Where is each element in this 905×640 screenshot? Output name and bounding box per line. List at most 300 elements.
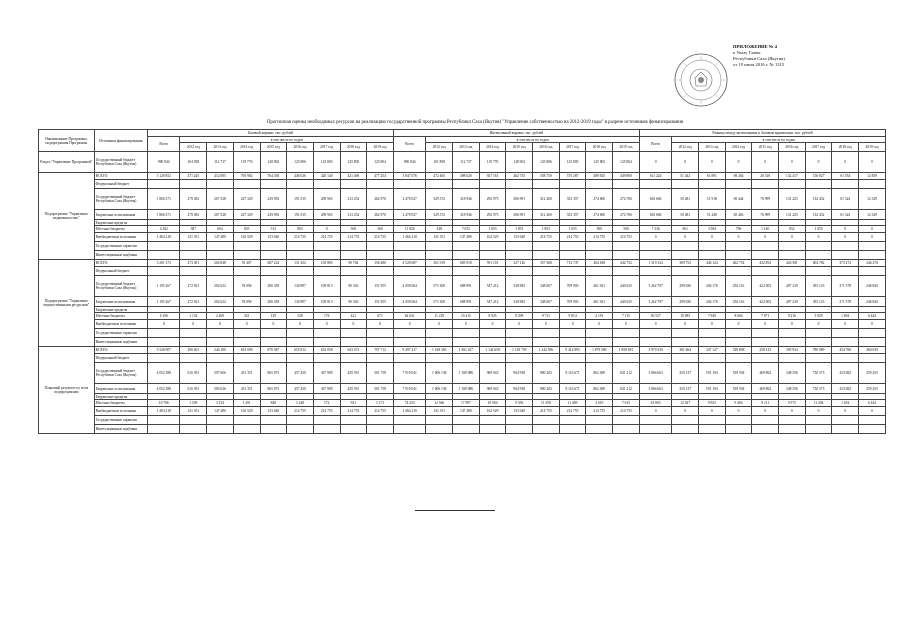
value-cell (260, 242, 287, 251)
value-cell: 112 737 (207, 152, 234, 173)
value-cell (233, 416, 260, 425)
value-cell (367, 329, 394, 338)
value-cell (506, 416, 533, 425)
value-cell (479, 242, 506, 251)
value-cell: 0 (832, 320, 859, 329)
value-cell: 712 747 (559, 260, 586, 267)
value-cell: 328 982 (506, 276, 533, 297)
value-cell (287, 329, 314, 338)
value-cell: 429 391 (340, 363, 367, 384)
table-row (39, 400, 886, 407)
value-cell: 990 844 (393, 152, 425, 173)
table-row (39, 173, 886, 180)
value-cell (725, 267, 752, 276)
value-cell (180, 416, 207, 425)
value-cell: 1 180 986 (453, 363, 480, 384)
value-cell (586, 242, 613, 251)
value-cell (148, 180, 180, 189)
value-cell: 604 782 (805, 260, 832, 267)
value-cell (367, 251, 394, 260)
value-cell: 90 343 (340, 297, 367, 307)
value-cell: 440 635 (613, 276, 640, 297)
value-cell (672, 354, 699, 363)
value-cell: 162 529 (479, 233, 506, 242)
table-row (39, 363, 886, 384)
row-source-label: Местные бюджеты (94, 226, 147, 233)
value-cell: 299 636 (672, 276, 699, 297)
value-cell (779, 338, 806, 347)
value-cell: 147 480 (453, 233, 480, 242)
value-cell (752, 180, 779, 189)
row-source-label: Государственные гарантии (94, 329, 147, 338)
value-cell (287, 338, 314, 347)
header-year: 2018 год (832, 143, 859, 152)
value-cell (233, 267, 260, 276)
value-cell (506, 329, 533, 338)
value-cell (260, 329, 287, 338)
value-cell: 273 301 (180, 260, 207, 267)
value-cell: 329 372 (426, 189, 453, 210)
row-source-label: Государственный бюджет Республики Саха (Якутия) (94, 363, 147, 384)
value-cell: 5 526 907 (148, 347, 180, 354)
value-cell (367, 267, 394, 276)
value-cell: 1 132 (180, 313, 207, 320)
value-cell: 500 (586, 226, 613, 233)
value-cell: 8 298 (506, 313, 533, 320)
value-cell: 457 430 (287, 384, 314, 394)
value-cell: 3 201 373 (148, 260, 180, 267)
value-cell (148, 329, 180, 338)
value-cell (340, 251, 367, 260)
value-cell: 477 254 (367, 173, 394, 180)
value-cell (340, 416, 367, 425)
value-cell (533, 338, 560, 347)
value-cell: 348 (426, 226, 453, 233)
value-cell: 12 027 (672, 400, 699, 407)
value-cell (559, 425, 586, 434)
value-cell: 312 260 (533, 210, 560, 220)
value-cell: 213 254 (340, 189, 367, 210)
value-cell: 153 640 (260, 407, 287, 416)
header-year: 2012 год (426, 143, 453, 152)
value-cell: 796 (725, 226, 752, 233)
value-cell: 1 484 218 (148, 407, 180, 416)
value-cell (699, 425, 726, 434)
value-cell: 90 764 (340, 260, 367, 267)
header-year: 2012 год (180, 143, 207, 152)
table-row (39, 338, 886, 347)
value-cell: 395 934 (779, 347, 806, 354)
value-cell: 454 760 (832, 347, 859, 354)
row-source-label: ВСЕГО: (94, 173, 147, 180)
value-cell (533, 329, 560, 338)
table-row (39, 276, 886, 297)
value-cell: 12 839 (859, 173, 886, 180)
value-cell: 373 272 (832, 260, 859, 267)
value-cell (148, 425, 180, 434)
value-cell: 191 015 (287, 210, 314, 220)
value-cell: 76 999 (752, 210, 779, 220)
value-cell (479, 338, 506, 347)
value-cell: 437 989 (313, 363, 340, 384)
value-cell: 5 120 852 (148, 173, 180, 180)
value-cell (426, 180, 453, 189)
value-cell (479, 416, 506, 425)
value-cell (148, 267, 180, 276)
value-cell: 9 464 (725, 400, 752, 407)
value-cell: 865 873 (260, 384, 287, 394)
header-group-intensive: Интенсивный вариант, тыс. рублей (393, 130, 639, 137)
value-cell (233, 329, 260, 338)
value-cell: 7 919 041 (393, 384, 425, 394)
value-cell: 1 853 (506, 226, 533, 233)
value-cell: 4 052 388 (148, 384, 180, 394)
header-year: 2018 год (586, 143, 613, 152)
value-cell: 267 528 (207, 210, 234, 220)
header-year: 2013 год (207, 143, 234, 152)
value-cell (832, 329, 859, 338)
value-cell: 125 804 (613, 152, 640, 173)
value-cell (453, 242, 480, 251)
value-cell (805, 267, 832, 276)
value-cell: 921 (340, 400, 367, 407)
value-cell: 1 694 (832, 313, 859, 320)
value-cell: 462 735 (506, 173, 533, 180)
value-cell: 11 469 (559, 400, 586, 407)
value-cell (506, 242, 533, 251)
value-cell (725, 180, 752, 189)
value-cell: 93 096 (233, 297, 260, 307)
value-cell: 260 039 (859, 347, 886, 354)
value-cell (367, 425, 394, 434)
value-cell: 4 458 064 (393, 297, 425, 307)
value-cell (453, 416, 480, 425)
header-year: 2017 год (805, 143, 832, 152)
value-cell (779, 267, 806, 276)
value-cell: 214 755 (559, 233, 586, 242)
value-cell (725, 329, 752, 338)
value-cell (805, 180, 832, 189)
value-cell (859, 354, 886, 363)
value-cell: 990 844 (148, 152, 180, 173)
value-cell: 0 (340, 320, 367, 329)
value-cell (260, 338, 287, 347)
value-cell: 69 444 (725, 189, 752, 210)
value-cell: 279 492 (180, 189, 207, 210)
value-cell (207, 267, 234, 276)
value-cell: 472 465 (426, 173, 453, 180)
value-cell: 151 955 (367, 297, 394, 307)
value-cell: 191 015 (287, 189, 314, 210)
value-cell (559, 267, 586, 276)
value-cell: 132 417 (779, 173, 806, 180)
value-cell (725, 416, 752, 425)
value-cell: 274 600 (586, 210, 613, 220)
value-cell: 214 755 (533, 407, 560, 416)
value-cell (533, 354, 560, 363)
value-cell: 547 212 (479, 276, 506, 297)
table-row (39, 407, 886, 416)
value-cell (393, 180, 425, 189)
header-year: 2015 год (752, 143, 779, 152)
value-cell (340, 425, 367, 434)
value-cell: 3 154 (207, 400, 234, 407)
value-cell: 0 (586, 320, 613, 329)
value-cell: 433 082 (832, 384, 859, 394)
value-cell: 141 351 (180, 407, 207, 416)
value-cell: 583 636 (207, 384, 234, 394)
section-name: Подпрограмма "Управление недвижимостью" (39, 173, 95, 260)
value-cell (752, 267, 779, 276)
value-cell (233, 180, 260, 189)
value-cell (313, 242, 340, 251)
value-cell (367, 242, 394, 251)
value-cell (725, 425, 752, 434)
value-cell: 446 124 (699, 260, 726, 267)
value-cell: 202 622 (207, 297, 234, 307)
value-cell: 1 142 658 (479, 347, 506, 354)
value-cell: 4 520 697 (393, 260, 425, 267)
value-cell (752, 416, 779, 425)
value-cell: 865 873 (260, 363, 287, 384)
value-cell (805, 416, 832, 425)
value-cell: 109 813 (313, 297, 340, 307)
value-cell (586, 267, 613, 276)
row-source-label: Государственные гарантии (94, 242, 147, 251)
value-cell (393, 338, 425, 347)
value-cell: 862 490 (586, 384, 613, 394)
value-cell: 214 755 (586, 233, 613, 242)
value-cell (752, 425, 779, 434)
value-cell (180, 180, 207, 189)
row-source-label: Инвестиционные надбавки (94, 251, 147, 260)
value-cell (367, 180, 394, 189)
value-cell (559, 251, 586, 260)
value-cell: 129 (260, 313, 287, 320)
table-row (39, 242, 886, 251)
value-cell (207, 329, 234, 338)
value-cell: 1 484 218 (148, 233, 180, 242)
value-cell: 125 804 (367, 152, 394, 173)
value-cell (672, 180, 699, 189)
value-cell: 147 480 (207, 407, 234, 416)
value-cell (260, 416, 287, 425)
value-cell: 454 116 (725, 297, 752, 307)
value-cell: 0 (779, 320, 806, 329)
header-incl-years: в том числе по годам (426, 137, 640, 143)
header-total: Всего (148, 137, 180, 152)
value-cell (453, 267, 480, 276)
header-year: 2017 год (559, 143, 586, 152)
value-cell: 575 287 (559, 173, 586, 180)
value-cell (832, 425, 859, 434)
value-cell: 61 891 (699, 173, 726, 180)
value-cell (805, 242, 832, 251)
value-cell: 969 943 (479, 384, 506, 394)
value-cell (287, 354, 314, 363)
value-cell: 1 128 759 (506, 347, 533, 354)
value-cell: 61 324 (832, 189, 859, 210)
value-cell (639, 425, 671, 434)
value-cell (426, 416, 453, 425)
value-cell (260, 180, 287, 189)
value-cell: 1 866 371 (148, 189, 180, 210)
value-cell (340, 267, 367, 276)
value-cell: 214 755 (367, 233, 394, 242)
value-cell: 9 575 (779, 400, 806, 407)
value-cell: 2 469 (207, 313, 234, 320)
value-cell: 246 276 (859, 260, 886, 267)
value-cell: 7 949 (699, 313, 726, 320)
value-cell (672, 425, 699, 434)
value-cell (639, 338, 671, 347)
row-source-label: Внебюджетные источники (94, 233, 147, 242)
value-cell: 1 866 371 (148, 210, 180, 220)
table-row (39, 233, 886, 242)
value-cell (207, 354, 234, 363)
value-cell: 558 750 (533, 173, 560, 180)
value-cell: 227 329 (233, 189, 260, 210)
value-cell: 172 (313, 400, 340, 407)
value-cell: 0 (639, 233, 671, 242)
value-cell (672, 267, 699, 276)
value-cell: 4 052 388 (148, 363, 180, 384)
value-cell: 63 865 (639, 400, 671, 407)
value-cell (859, 180, 886, 189)
value-cell: 105 883 (313, 260, 340, 267)
value-cell: 262 970 (367, 210, 394, 220)
value-cell (393, 242, 425, 251)
row-source-label: Государственный бюджет Республики Саха (Якутия) (94, 276, 147, 297)
value-cell: 0 (832, 407, 859, 416)
value-cell: 258 123 (752, 347, 779, 354)
value-cell: 852 (779, 226, 806, 233)
value-cell (426, 267, 453, 276)
value-cell: 5 847 076 (393, 173, 425, 180)
table-row (39, 210, 886, 220)
value-cell: 306 991 (506, 210, 533, 220)
value-cell (207, 180, 234, 189)
value-cell (506, 354, 533, 363)
value-cell (779, 329, 806, 338)
value-cell (699, 329, 726, 338)
value-cell: 880 283 (533, 363, 560, 384)
value-cell: 2 470 027 (393, 210, 425, 220)
value-cell (613, 251, 640, 260)
value-cell: 267 528 (207, 189, 234, 210)
header-year: 2017 год (313, 143, 340, 152)
value-cell (805, 425, 832, 434)
value-cell (260, 251, 287, 260)
row-source-label: Инвестиционные надбавки (94, 425, 147, 434)
value-cell: 0 (805, 320, 832, 329)
value-cell (832, 338, 859, 347)
value-cell: 131 452 (287, 260, 314, 267)
value-cell: 0 (672, 320, 699, 329)
value-cell: 214 755 (340, 233, 367, 242)
value-cell: 141 351 (180, 233, 207, 242)
value-cell: 0 (752, 407, 779, 416)
value-cell (367, 354, 394, 363)
value-cell (313, 338, 340, 347)
value-cell: 683 918 (453, 260, 480, 267)
value-cell: 12 329 (859, 210, 886, 220)
value-cell: 246 826 (859, 276, 886, 297)
value-cell: 244 180 (207, 347, 234, 354)
row-source-label: Федеральный бюджет (94, 354, 147, 363)
value-cell: 7 919 041 (393, 363, 425, 384)
value-cell: 489 925 (586, 173, 613, 180)
value-cell: 421 (340, 313, 367, 320)
value-cell (533, 416, 560, 425)
value-cell: 464 638 (586, 260, 613, 267)
value-cell (180, 251, 207, 260)
value-cell: 229 992 (260, 210, 287, 220)
value-cell: 4 458 064 (393, 276, 425, 297)
value-cell: 1 171 (367, 400, 394, 407)
value-cell: 11 826 (393, 226, 425, 233)
header-year: 2013 год (453, 143, 480, 152)
value-cell (779, 242, 806, 251)
value-cell: 457 430 (287, 363, 314, 384)
value-cell: 130 897 (287, 297, 314, 307)
annex-line: от 19 июля 2016 г. № 1315 (733, 62, 785, 67)
value-cell (180, 329, 207, 338)
value-cell: 3 262 797 (639, 297, 671, 307)
value-cell: 51 448 (699, 210, 726, 220)
value-cell: 134 432 (805, 210, 832, 220)
annex-line: ПРИЛОЖЕНИЕ № 4 (733, 44, 777, 49)
value-cell (639, 416, 671, 425)
value-cell: 0 (148, 320, 180, 329)
value-cell: 112 737 (453, 152, 480, 173)
value-cell (207, 425, 234, 434)
value-cell (426, 338, 453, 347)
value-cell (639, 251, 671, 260)
value-cell: 7 336 (639, 226, 671, 233)
value-cell: 442 752 (613, 260, 640, 267)
page-title: Прогнозная оценка необходимых ресурсов на реализацию государственной программы Республики Саха (Якутия) "Управление собственностью на 2012-2019 годы" в разрезе источников финансирования (266, 120, 684, 125)
value-cell: 7 052 (453, 226, 480, 233)
header-year: 2015 год (506, 143, 533, 152)
value-cell: 214 755 (313, 233, 340, 242)
value-cell (340, 329, 367, 338)
value-cell: 528 (287, 313, 314, 320)
value-cell (586, 329, 613, 338)
value-cell: 1 242 596 (533, 347, 560, 354)
header-group-base: Базовый вариант, тыс. рублей (148, 130, 394, 137)
value-cell: 591 194 (699, 363, 726, 384)
value-cell (613, 267, 640, 276)
value-cell (506, 267, 533, 276)
value-cell (559, 329, 586, 338)
value-cell: 214 755 (613, 407, 640, 416)
value-cell (559, 338, 586, 347)
value-cell (805, 251, 832, 260)
value-cell (779, 416, 806, 425)
value-cell: 1 006 138 (426, 384, 453, 394)
value-cell: 227 329 (233, 210, 260, 220)
value-cell: 0 (832, 226, 859, 233)
value-cell: 961 (672, 226, 699, 233)
value-cell: 134 432 (805, 189, 832, 210)
value-cell: 1 201 (233, 400, 260, 407)
value-cell: 259 455 (859, 384, 886, 394)
value-cell (672, 251, 699, 260)
row-source-label: Бюджетные кредиты (94, 394, 147, 400)
value-cell (367, 338, 394, 347)
table-row (39, 329, 886, 338)
